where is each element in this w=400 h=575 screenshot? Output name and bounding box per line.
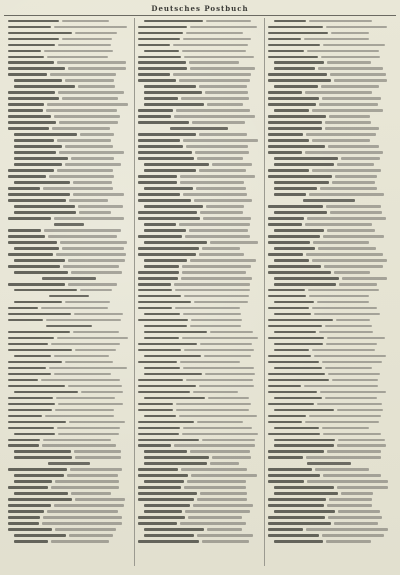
illegible-text-line xyxy=(268,210,390,216)
illegible-text-line xyxy=(268,485,390,491)
illegible-text-line xyxy=(138,114,260,120)
illegible-text-line xyxy=(8,425,130,431)
illegible-text-line xyxy=(138,192,260,198)
illegible-text-line xyxy=(268,323,390,329)
illegible-text-line xyxy=(8,162,130,168)
illegible-text-line xyxy=(8,72,130,78)
illegible-text-line xyxy=(8,485,130,491)
illegible-text-line xyxy=(268,527,390,533)
illegible-text-line xyxy=(138,305,260,311)
illegible-text-line xyxy=(138,233,260,239)
illegible-text-line xyxy=(8,275,130,281)
illegible-text-line xyxy=(268,341,390,347)
illegible-text-line xyxy=(8,539,130,545)
illegible-text-line xyxy=(8,389,130,395)
illegible-text-line xyxy=(138,323,260,329)
illegible-text-line xyxy=(8,305,130,311)
illegible-text-line xyxy=(8,443,130,449)
illegible-text-line xyxy=(268,503,390,509)
illegible-text-line xyxy=(268,383,390,389)
illegible-text-line xyxy=(138,539,260,545)
illegible-text-line xyxy=(268,275,390,281)
illegible-text-line xyxy=(8,114,130,120)
illegible-text-line xyxy=(8,431,130,437)
illegible-text-line xyxy=(138,317,260,323)
illegible-text-line xyxy=(8,150,130,156)
illegible-text-line xyxy=(8,30,130,36)
column-divider xyxy=(264,18,265,566)
illegible-text-line xyxy=(268,443,390,449)
illegible-text-line xyxy=(138,461,260,467)
illegible-text-line xyxy=(8,329,130,335)
illegible-text-line xyxy=(268,293,390,299)
illegible-text-line xyxy=(268,407,390,413)
illegible-text-line xyxy=(138,431,260,437)
illegible-text-line xyxy=(268,162,390,168)
text-column-2 xyxy=(138,18,260,570)
illegible-text-line xyxy=(268,30,390,36)
illegible-text-line xyxy=(138,467,260,473)
illegible-text-line xyxy=(8,221,130,227)
illegible-text-line xyxy=(268,347,390,353)
illegible-text-line xyxy=(138,60,260,66)
illegible-text-line xyxy=(138,335,260,341)
illegible-text-line xyxy=(138,521,260,527)
illegible-text-line xyxy=(268,204,390,210)
illegible-text-line xyxy=(8,437,130,443)
illegible-text-line xyxy=(8,383,130,389)
illegible-text-line xyxy=(268,180,390,186)
illegible-text-line xyxy=(8,156,130,162)
illegible-text-line xyxy=(138,497,260,503)
illegible-text-line xyxy=(138,263,260,269)
illegible-text-line xyxy=(8,527,130,533)
illegible-text-line xyxy=(138,413,260,419)
illegible-text-line xyxy=(8,359,130,365)
running-title: Deutsches Postbuch xyxy=(151,4,249,13)
illegible-text-line xyxy=(268,120,390,126)
illegible-text-line xyxy=(138,215,260,221)
illegible-text-line xyxy=(8,335,130,341)
illegible-text-line xyxy=(268,233,390,239)
illegible-text-line xyxy=(8,365,130,371)
illegible-text-line xyxy=(138,341,260,347)
illegible-text-line xyxy=(138,120,260,126)
illegible-text-line xyxy=(8,395,130,401)
illegible-text-line xyxy=(138,401,260,407)
illegible-text-line xyxy=(8,210,130,216)
illegible-text-line xyxy=(138,389,260,395)
illegible-text-line xyxy=(268,497,390,503)
illegible-text-line xyxy=(138,287,260,293)
illegible-text-line xyxy=(138,30,260,36)
illegible-text-line xyxy=(138,485,260,491)
illegible-text-line xyxy=(138,503,260,509)
illegible-text-line xyxy=(138,257,260,263)
illegible-text-line xyxy=(138,198,260,204)
illegible-text-line xyxy=(8,60,130,66)
illegible-text-line xyxy=(138,527,260,533)
illegible-text-line xyxy=(138,239,260,245)
illegible-text-line xyxy=(268,96,390,102)
illegible-text-line xyxy=(138,281,260,287)
illegible-text-line xyxy=(268,353,390,359)
illegible-text-line xyxy=(138,419,260,425)
illegible-text-line xyxy=(8,263,130,269)
illegible-text-line xyxy=(138,365,260,371)
illegible-text-line xyxy=(8,341,130,347)
illegible-text-line xyxy=(8,311,130,317)
illegible-text-line xyxy=(8,108,130,114)
illegible-text-line xyxy=(8,269,130,275)
illegible-text-line xyxy=(268,461,390,467)
illegible-text-line xyxy=(138,329,260,335)
illegible-text-line xyxy=(268,539,390,545)
illegible-text-line xyxy=(8,509,130,515)
column-divider xyxy=(134,18,135,566)
illegible-text-line xyxy=(268,168,390,174)
illegible-text-line xyxy=(138,473,260,479)
illegible-text-line xyxy=(8,353,130,359)
illegible-text-line xyxy=(268,90,390,96)
text-column-1 xyxy=(8,18,130,570)
illegible-text-line xyxy=(268,60,390,66)
illegible-text-line xyxy=(268,150,390,156)
illegible-text-line xyxy=(268,521,390,527)
illegible-text-line xyxy=(8,497,130,503)
illegible-text-line xyxy=(8,102,130,108)
illegible-text-line xyxy=(8,198,130,204)
illegible-text-line xyxy=(8,419,130,425)
illegible-text-line xyxy=(8,461,130,467)
illegible-text-line xyxy=(138,36,260,42)
illegible-text-line xyxy=(138,96,260,102)
illegible-text-line xyxy=(138,455,260,461)
illegible-text-line xyxy=(268,18,390,24)
illegible-text-line xyxy=(138,132,260,138)
illegible-text-line xyxy=(268,126,390,132)
illegible-text-line xyxy=(8,233,130,239)
illegible-text-line xyxy=(138,42,260,48)
illegible-text-line xyxy=(268,317,390,323)
illegible-text-line xyxy=(138,437,260,443)
illegible-text-line xyxy=(268,174,390,180)
illegible-text-line xyxy=(8,401,130,407)
illegible-text-line xyxy=(268,281,390,287)
illegible-text-line xyxy=(8,227,130,233)
illegible-text-line xyxy=(8,467,130,473)
illegible-text-line xyxy=(268,365,390,371)
illegible-text-line xyxy=(138,425,260,431)
illegible-text-line xyxy=(8,126,130,132)
illegible-text-line xyxy=(138,221,260,227)
illegible-text-line xyxy=(138,227,260,233)
illegible-text-line xyxy=(138,162,260,168)
illegible-text-line xyxy=(268,413,390,419)
illegible-text-line xyxy=(138,299,260,305)
illegible-text-line xyxy=(8,347,130,353)
illegible-text-line xyxy=(138,78,260,84)
illegible-text-line xyxy=(138,186,260,192)
illegible-text-line xyxy=(8,299,130,305)
illegible-text-line xyxy=(8,78,130,84)
illegible-text-line xyxy=(8,174,130,180)
illegible-text-line xyxy=(138,210,260,216)
illegible-text-line xyxy=(138,407,260,413)
illegible-text-line xyxy=(8,84,130,90)
illegible-text-line xyxy=(138,108,260,114)
illegible-text-line xyxy=(8,18,130,24)
illegible-text-line xyxy=(8,168,130,174)
illegible-text-line xyxy=(8,521,130,527)
illegible-text-line xyxy=(8,317,130,323)
illegible-text-line xyxy=(268,377,390,383)
illegible-text-line xyxy=(8,180,130,186)
illegible-text-line xyxy=(268,515,390,521)
illegible-text-line xyxy=(8,66,130,72)
illegible-text-line xyxy=(268,215,390,221)
illegible-text-line xyxy=(268,132,390,138)
illegible-text-line xyxy=(268,509,390,515)
illegible-text-line xyxy=(138,174,260,180)
illegible-text-line xyxy=(138,84,260,90)
illegible-text-line xyxy=(268,102,390,108)
illegible-text-line xyxy=(268,371,390,377)
illegible-text-line xyxy=(8,281,130,287)
illegible-text-line xyxy=(268,221,390,227)
illegible-text-line xyxy=(8,90,130,96)
illegible-text-line xyxy=(8,245,130,251)
illegible-text-line xyxy=(138,377,260,383)
illegible-text-line xyxy=(268,84,390,90)
illegible-text-line xyxy=(138,245,260,251)
illegible-text-line xyxy=(268,389,390,395)
illegible-text-line xyxy=(268,114,390,120)
illegible-text-line xyxy=(268,437,390,443)
illegible-text-line xyxy=(268,144,390,150)
illegible-text-line xyxy=(8,257,130,263)
illegible-text-line xyxy=(268,479,390,485)
illegible-text-line xyxy=(138,18,260,24)
illegible-text-line xyxy=(268,42,390,48)
illegible-text-line xyxy=(8,215,130,221)
illegible-text-line xyxy=(138,54,260,60)
illegible-text-line xyxy=(8,24,130,30)
illegible-text-line xyxy=(268,335,390,341)
illegible-text-line xyxy=(268,395,390,401)
illegible-text-line xyxy=(268,311,390,317)
illegible-text-line xyxy=(138,66,260,72)
illegible-text-line xyxy=(268,156,390,162)
illegible-text-line xyxy=(268,108,390,114)
illegible-text-line xyxy=(268,138,390,144)
illegible-text-line xyxy=(268,305,390,311)
illegible-text-line xyxy=(138,90,260,96)
illegible-text-line xyxy=(8,239,130,245)
illegible-text-line xyxy=(268,239,390,245)
illegible-text-line xyxy=(138,102,260,108)
illegible-text-line xyxy=(8,54,130,60)
illegible-text-line xyxy=(268,54,390,60)
illegible-text-line xyxy=(138,293,260,299)
illegible-text-line xyxy=(8,533,130,539)
illegible-text-line xyxy=(138,371,260,377)
illegible-text-line xyxy=(268,329,390,335)
page-header xyxy=(4,3,396,15)
illegible-text-line xyxy=(138,353,260,359)
illegible-text-line xyxy=(268,269,390,275)
illegible-text-line xyxy=(138,479,260,485)
illegible-text-line xyxy=(8,377,130,383)
illegible-text-line xyxy=(138,449,260,455)
illegible-text-line xyxy=(8,413,130,419)
text-column-3 xyxy=(268,18,390,570)
illegible-text-line xyxy=(268,533,390,539)
illegible-text-line xyxy=(8,251,130,257)
illegible-text-line xyxy=(138,144,260,150)
illegible-text-line xyxy=(138,251,260,257)
illegible-text-line xyxy=(268,425,390,431)
illegible-text-line xyxy=(268,251,390,257)
illegible-text-line xyxy=(138,359,260,365)
illegible-text-line xyxy=(268,287,390,293)
illegible-text-line xyxy=(138,150,260,156)
illegible-text-line xyxy=(268,419,390,425)
illegible-text-line xyxy=(268,78,390,84)
illegible-text-line xyxy=(268,245,390,251)
illegible-text-line xyxy=(8,144,130,150)
illegible-text-line xyxy=(8,455,130,461)
illegible-text-line xyxy=(8,132,130,138)
illegible-text-line xyxy=(268,449,390,455)
illegible-text-line xyxy=(138,156,260,162)
illegible-text-line xyxy=(268,257,390,263)
illegible-text-line xyxy=(8,515,130,521)
illegible-text-line xyxy=(138,395,260,401)
illegible-text-line xyxy=(8,449,130,455)
illegible-text-line xyxy=(138,533,260,539)
illegible-text-line xyxy=(268,467,390,473)
illegible-text-line xyxy=(8,293,130,299)
illegible-text-line xyxy=(268,36,390,42)
illegible-text-line xyxy=(8,491,130,497)
illegible-text-line xyxy=(268,491,390,497)
illegible-text-line xyxy=(268,198,390,204)
illegible-text-line xyxy=(8,371,130,377)
illegible-text-line xyxy=(268,72,390,78)
illegible-text-line xyxy=(8,473,130,479)
illegible-text-line xyxy=(268,192,390,198)
illegible-text-line xyxy=(138,126,260,132)
illegible-text-line xyxy=(138,443,260,449)
illegible-text-line xyxy=(138,311,260,317)
illegible-text-line xyxy=(138,138,260,144)
illegible-text-line xyxy=(138,24,260,30)
illegible-text-line xyxy=(268,431,390,437)
illegible-text-line xyxy=(268,359,390,365)
illegible-text-line xyxy=(8,42,130,48)
header-rule xyxy=(4,15,396,16)
illegible-text-line xyxy=(138,72,260,78)
illegible-text-line xyxy=(268,473,390,479)
illegible-text-line xyxy=(8,48,130,54)
illegible-text-line xyxy=(268,455,390,461)
illegible-text-line xyxy=(8,323,130,329)
illegible-text-line xyxy=(8,36,130,42)
illegible-text-line xyxy=(8,479,130,485)
illegible-text-line xyxy=(268,263,390,269)
illegible-text-line xyxy=(138,204,260,210)
illegible-text-line xyxy=(8,503,130,509)
illegible-text-line xyxy=(8,287,130,293)
illegible-text-line xyxy=(138,383,260,389)
illegible-text-line xyxy=(268,48,390,54)
illegible-text-line xyxy=(138,347,260,353)
illegible-text-line xyxy=(8,186,130,192)
illegible-text-line xyxy=(8,192,130,198)
illegible-text-line xyxy=(8,138,130,144)
illegible-text-line xyxy=(8,96,130,102)
illegible-text-line xyxy=(138,275,260,281)
illegible-text-line xyxy=(268,186,390,192)
illegible-text-line xyxy=(138,180,260,186)
illegible-text-line xyxy=(268,66,390,72)
illegible-text-line xyxy=(8,204,130,210)
illegible-text-line xyxy=(138,515,260,521)
illegible-text-line xyxy=(138,269,260,275)
illegible-text-line xyxy=(268,227,390,233)
illegible-text-line xyxy=(268,299,390,305)
illegible-text-line xyxy=(8,120,130,126)
illegible-text-line xyxy=(138,48,260,54)
illegible-text-line xyxy=(138,168,260,174)
illegible-text-line xyxy=(8,407,130,413)
illegible-text-line xyxy=(268,24,390,30)
illegible-text-line xyxy=(138,491,260,497)
illegible-text-line xyxy=(138,509,260,515)
illegible-text-line xyxy=(268,401,390,407)
